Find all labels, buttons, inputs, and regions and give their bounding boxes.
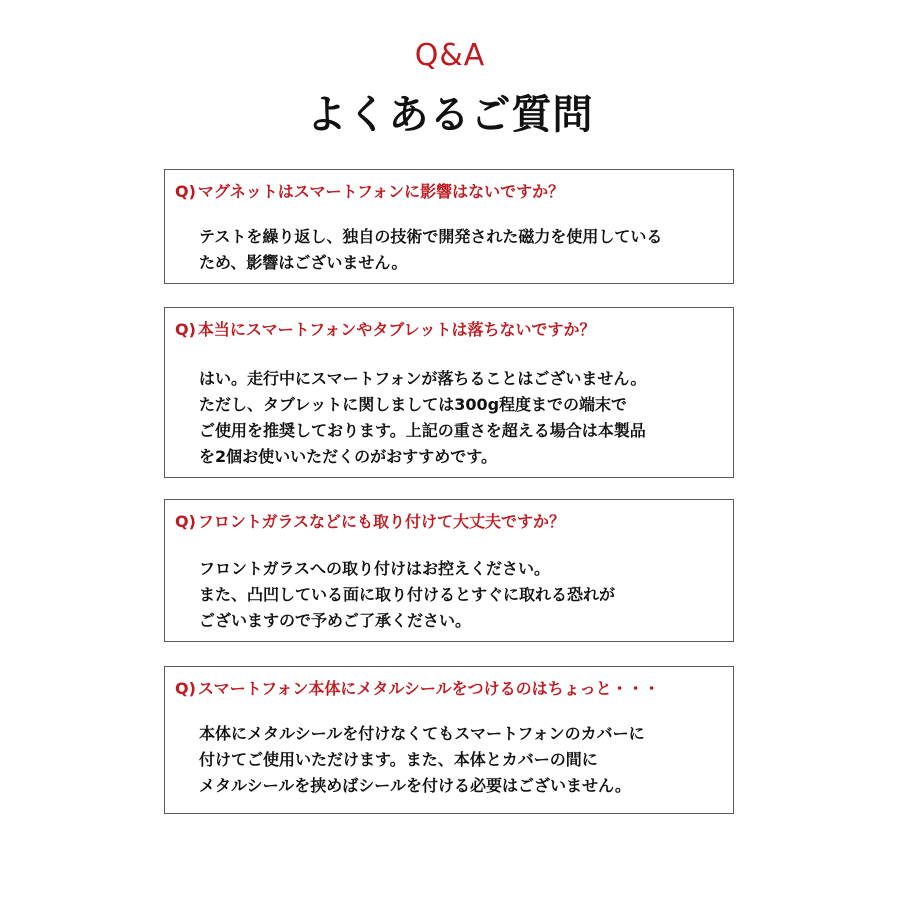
qa-item [164,307,734,478]
qa-question [175,677,660,701]
qa-question [175,318,596,342]
question-text: 本当にスマートフォンやタブレットは落ちないですか？ [197,320,596,339]
answer-line: フロントガラスへの取り付けはお控えください。 [199,559,551,578]
answer-line: ございますので予めご了承ください。 [199,611,472,630]
question-text: フロントガラスなどにも取り付けて大丈夫ですか？ [197,512,565,531]
answer-line: 付けてご使用いただけます。また、本体とカバーの間に [199,750,598,769]
q-mark: Q) [175,512,196,531]
qa-question [175,180,564,204]
answer-line: ため、影響はございません。 [199,253,408,272]
answer-line: また、凸凹している面に取り付けるとすぐに取れる恐れが [199,585,616,604]
answer-line: メタルシールを挟めばシールを付ける必要はございません。 [199,776,631,795]
answer-line: ご使用を推奨しております。上記の重さを超える場合は本製品 [199,421,646,440]
question-text: スマートフォン本体にメタルシールをつけるのはちょっと・・・ [197,679,660,698]
answer-line: はい。走行中にスマートフォンが落ちることはございません。 [199,369,647,388]
qa-question [175,510,565,534]
qa-answer [199,721,645,799]
qa-item [164,666,734,814]
q-mark: Q) [175,320,196,339]
q-mark: Q) [175,182,196,201]
qa-item [164,169,734,284]
qa-answer [199,556,615,634]
qa-answer [199,366,646,470]
question-text: マグネットはスマートフォンに影響はないですか？ [197,182,565,201]
answer-line: テストを繰り返し、独自の技術で開発された磁力を使用している [199,227,663,246]
answer-line: を2個お使いいただくのがおすすめです。 [199,447,498,466]
answer-line: ただし、タブレットに関しましては300g程度までの端末で [199,395,628,414]
qa-eyebrow: Q&A [414,38,486,73]
q-mark: Q) [175,679,196,698]
answer-line: 本体にメタルシールを付けなくてもスマートフォンのカバーに [199,724,645,743]
qa-item [164,499,734,642]
page-title: よくあるご質問 [306,92,594,138]
qa-answer [199,224,662,276]
